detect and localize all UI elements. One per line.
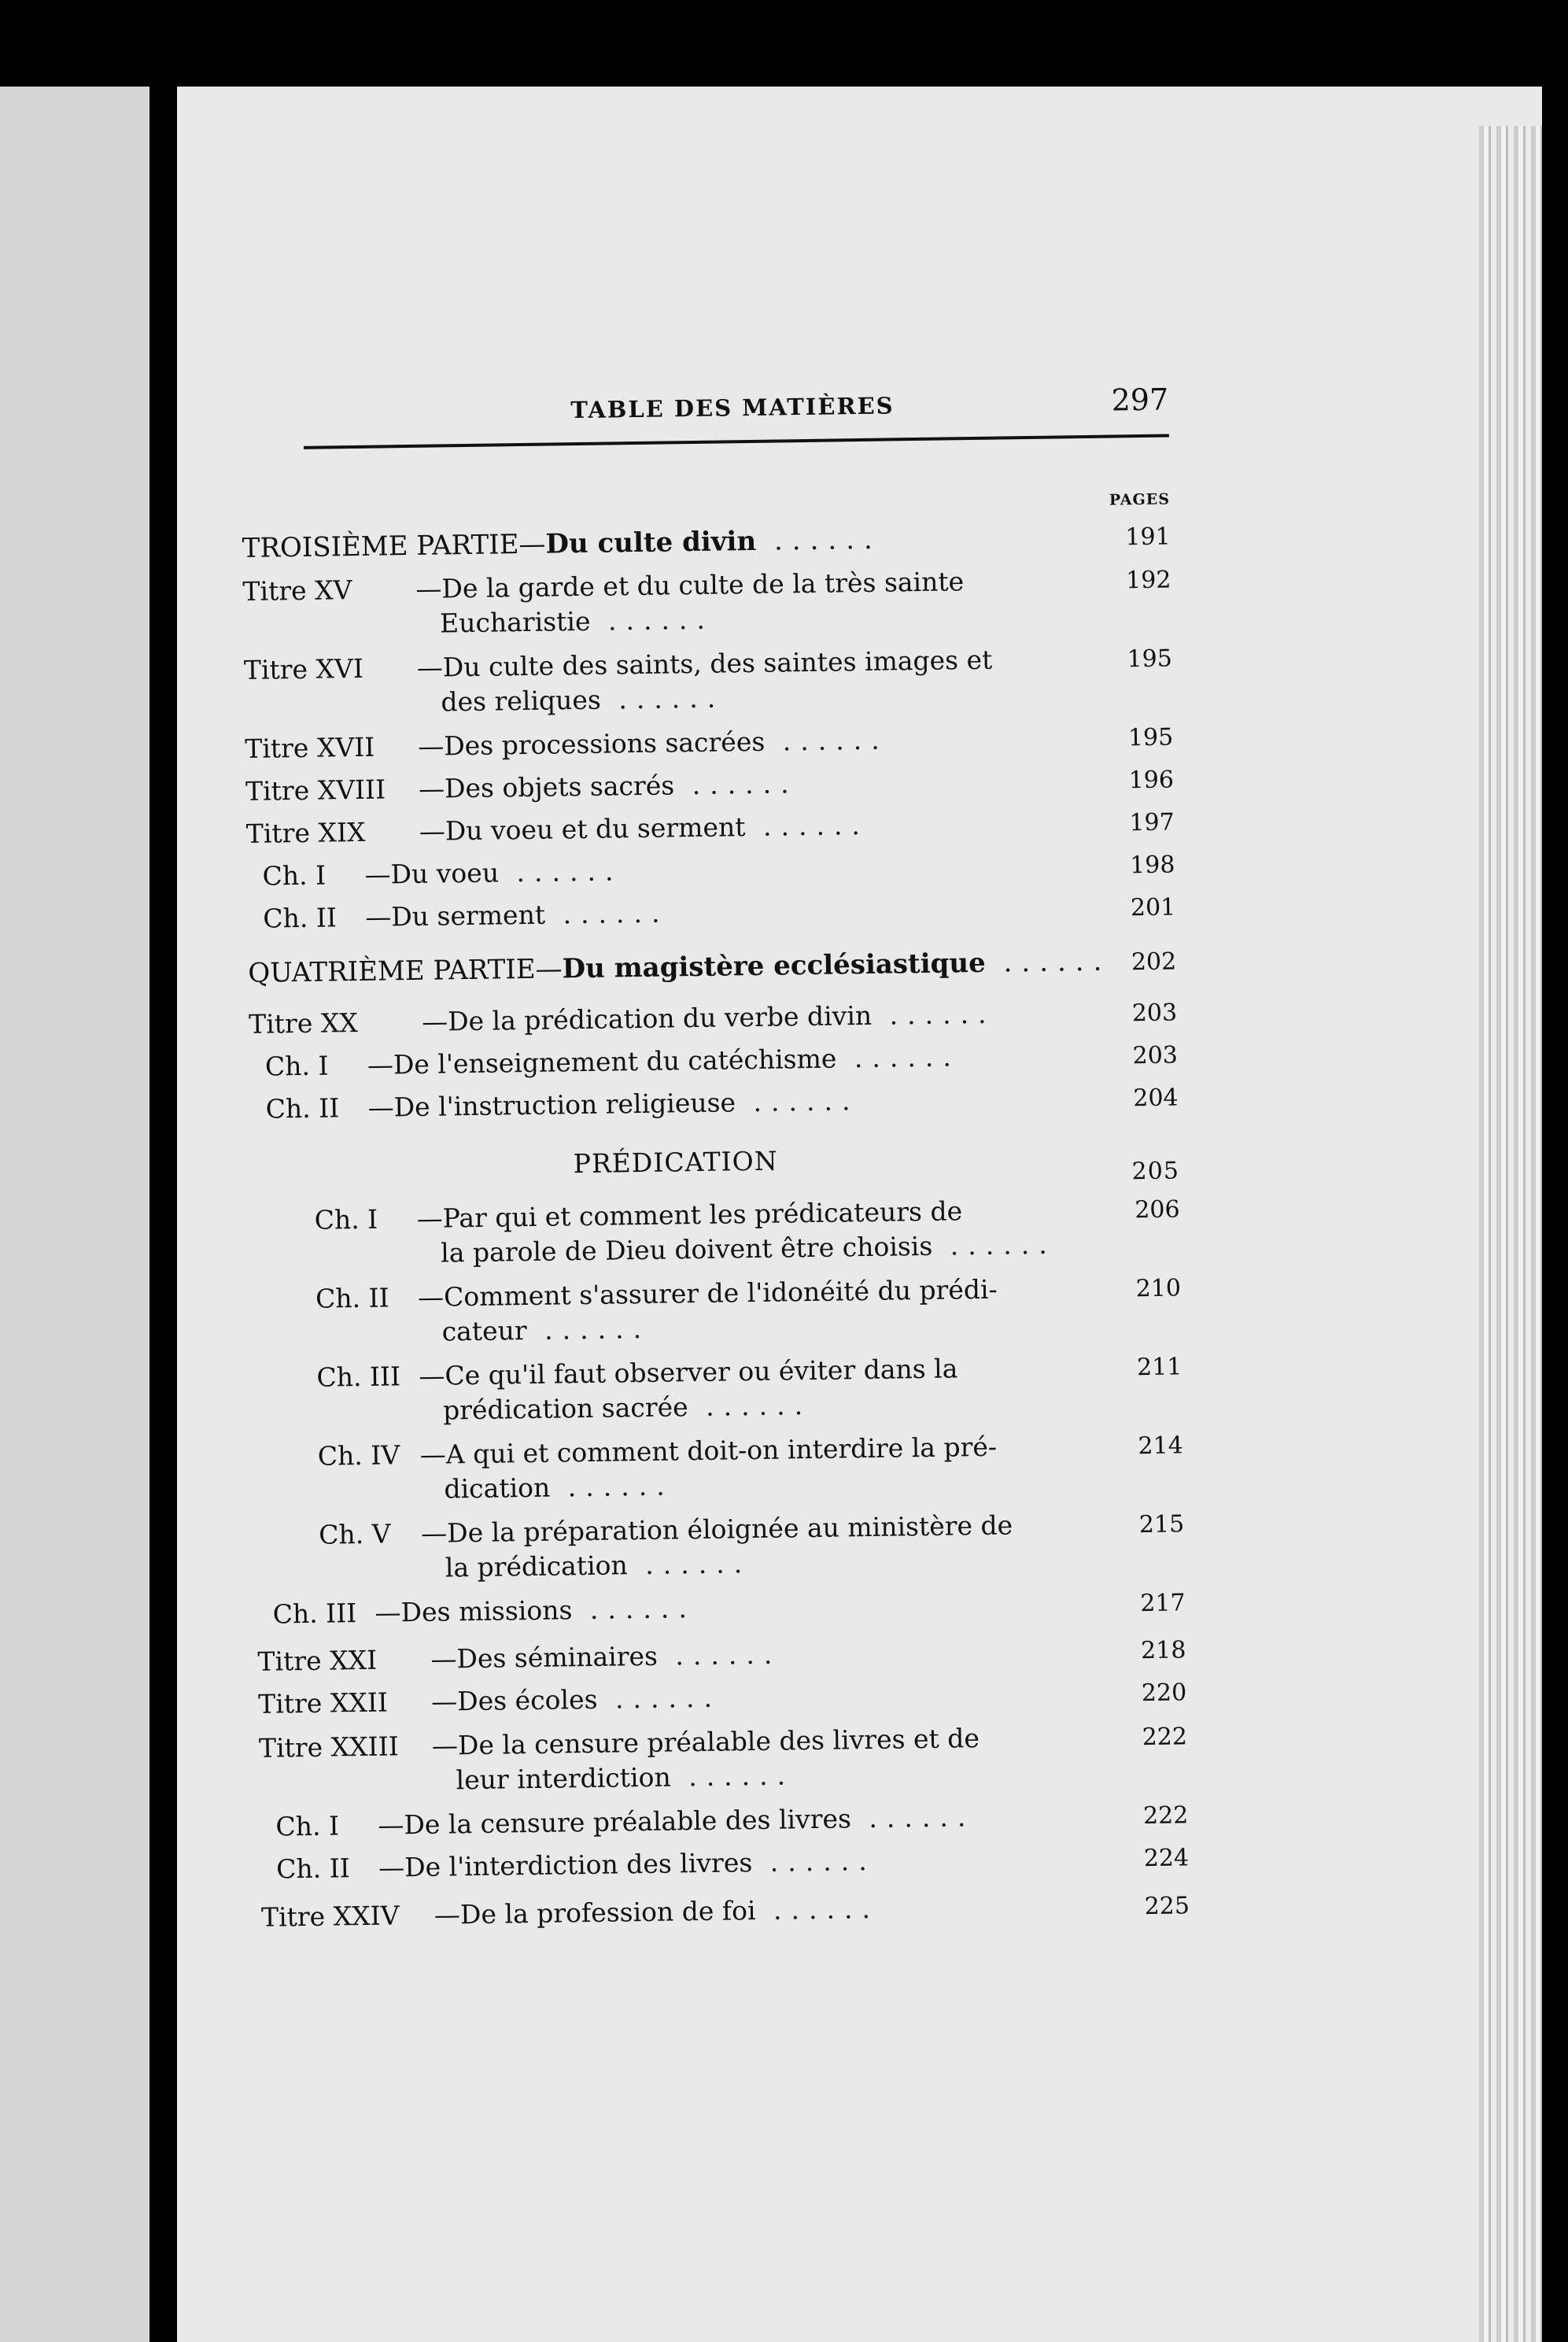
entry-title: —Ce qu'il faut observer ou éviter dans la — [419, 1353, 958, 1391]
leader-dots: ...... — [735, 1085, 860, 1118]
toc-entry-row — [315, 1269, 1182, 1350]
toc-entry-row — [259, 1718, 1188, 1800]
toc-entry-row — [319, 1505, 1185, 1587]
entry-label: Ch. II — [275, 1853, 351, 1885]
entry-label: Titre XXII — [257, 1686, 389, 1720]
page-ref: 205 — [1131, 1157, 1180, 1186]
entry-label: Titre XXIV — [260, 1900, 400, 1933]
entry-label: Ch. III — [316, 1361, 401, 1393]
page-ref: 222 — [1142, 1801, 1189, 1830]
leader-dots: ...... — [526, 1313, 651, 1346]
leader-dots: ...... — [498, 855, 623, 888]
entry-title: —De l'interdiction des livres — [378, 1847, 753, 1883]
page-ref: 206 — [1134, 1195, 1180, 1225]
leader-dots: ...... — [850, 1801, 976, 1834]
leader-dots: ...... — [549, 1470, 674, 1503]
leader-dots: ...... — [600, 682, 725, 715]
page-ref: 203 — [1132, 1041, 1179, 1070]
toc-entry-row — [244, 640, 1173, 722]
leader-dots: ...... — [755, 523, 883, 557]
entry-text — [421, 1506, 1138, 1586]
entry-label: Ch. I — [314, 1203, 378, 1236]
entry-label: Titre XVIII — [245, 774, 386, 807]
page-ref: 192 — [1125, 566, 1171, 595]
entry-title: —Comment s'assurer de l'idonéité du prédi- — [417, 1273, 998, 1313]
entry-label: Titre XV — [242, 574, 352, 607]
entry-label: Ch. I — [264, 1050, 329, 1082]
page-ref: 224 — [1143, 1844, 1190, 1873]
page-ref: 210 — [1135, 1274, 1182, 1303]
entry-label: Titre XXI — [257, 1644, 378, 1677]
entry-title-continued: cateur — [441, 1315, 527, 1347]
entry-title-continued: Eucharistie — [439, 605, 591, 639]
entry-title: —Par qui et comment les prédicateurs de — [416, 1195, 963, 1234]
section-heading: PRÉDICATION — [573, 1145, 778, 1180]
leader-dots: ...... — [932, 1228, 1057, 1262]
pages-column-label: PAGES — [1109, 490, 1171, 509]
entry-title: —Des séminaires — [430, 1640, 659, 1675]
entry-title: —De la profession de foi — [434, 1895, 756, 1930]
toc-entry-row — [314, 1191, 1180, 1272]
entry-text — [432, 1719, 1141, 1798]
entry-title: —Des processions sacrées — [418, 726, 766, 762]
entry-title: —Des écoles — [430, 1683, 598, 1717]
entry-label: Ch. II — [265, 1092, 340, 1125]
leader-dots: ...... — [627, 1548, 752, 1581]
entry-label: Ch. I — [262, 859, 327, 892]
part-label: QUATRIÈME PARTIE— — [248, 953, 563, 989]
part-title: Du magistère ecclésiastique — [562, 947, 987, 985]
entry-title: —De la prédication du verbe divin — [421, 999, 873, 1037]
entry-title-continued: des reliques — [441, 684, 602, 718]
page-ref: 204 — [1133, 1084, 1179, 1113]
entry-text — [418, 1270, 1134, 1350]
entry-title: —Des objets sacrés — [418, 770, 675, 804]
leader-dots: ...... — [670, 1760, 795, 1793]
leader-dots: ...... — [751, 1845, 876, 1878]
entry-title: —De l'enseignement du catéchisme — [367, 1043, 837, 1080]
entry-text — [416, 1191, 1133, 1271]
entry-title: —Du voeu et du serment — [419, 811, 746, 847]
page-number: 297 — [1111, 382, 1169, 418]
leader-dots: ...... — [985, 945, 1112, 979]
toc-entry-row — [242, 562, 1171, 644]
page-ref: 203 — [1131, 999, 1178, 1028]
entry-label: Titre XXIII — [258, 1731, 400, 1764]
entry-text — [415, 562, 1124, 641]
page-ref: 217 — [1140, 1589, 1186, 1618]
leader-dots: ...... — [657, 1638, 782, 1672]
entry-text — [419, 1349, 1135, 1428]
leader-dots: ...... — [590, 604, 715, 637]
entry-title: —A qui et comment doit-on interdire la pré- — [419, 1431, 998, 1470]
part-label: TROISIÈME PARTIE— — [242, 528, 546, 564]
entry-title: —Du culte des saints, des saintes images et — [416, 644, 993, 683]
page-ref: 218 — [1140, 1636, 1186, 1665]
leader-dots: ...... — [544, 897, 670, 930]
entry-title: —De l'instruction religieuse — [367, 1087, 736, 1123]
entry-title-continued: dication — [444, 1472, 551, 1505]
page-ref: 222 — [1142, 1723, 1188, 1752]
entry-title: —Du serment — [365, 899, 546, 933]
leader-dots: ...... — [597, 1682, 722, 1715]
entry-label: Titre XX — [248, 1007, 359, 1040]
page-ref: 202 — [1131, 948, 1177, 977]
entry-title-continued: la prédication — [445, 1550, 629, 1583]
entry-title: —De la préparation éloignée au ministère de — [420, 1509, 1013, 1549]
page-ref: 225 — [1144, 1892, 1190, 1921]
page-stack-edge — [1479, 126, 1542, 2342]
part-title: Du culte divin — [545, 525, 757, 560]
entry-title: —Du voeu — [364, 857, 500, 890]
page-ref: 191 — [1125, 523, 1171, 552]
entry-label: Ch. II — [263, 902, 338, 934]
page-ref: 215 — [1138, 1510, 1185, 1539]
entry-title-continued: la parole de Dieu doivent être choisis — [440, 1230, 933, 1269]
entry-label: Ch. III — [272, 1598, 357, 1630]
leader-dots: ...... — [871, 998, 996, 1031]
page-ref: 195 — [1127, 645, 1173, 674]
entry-label: Ch. I — [275, 1810, 340, 1842]
leader-dots: ...... — [673, 768, 799, 801]
entry-title: —Des missions — [374, 1594, 573, 1628]
page-ref: 211 — [1136, 1353, 1182, 1382]
entry-title: —De la censure préalable des livres et de — [431, 1723, 980, 1761]
page-ref: 197 — [1129, 808, 1175, 837]
page-ref: 201 — [1130, 893, 1176, 922]
page-ref: 195 — [1127, 723, 1174, 752]
page-ref: 214 — [1138, 1431, 1184, 1461]
entry-text — [420, 1428, 1137, 1507]
page-ref: 196 — [1128, 766, 1175, 795]
entry-label: Ch. IV — [317, 1439, 400, 1472]
entry-label: Ch. II — [315, 1282, 389, 1314]
entry-label: Titre XIX — [245, 816, 366, 849]
page-ref: 198 — [1129, 851, 1175, 880]
entry-title: —De la censure préalable des livres — [378, 1803, 852, 1841]
entry-title-continued: leur interdiction — [456, 1761, 671, 1796]
entry-title-continued: prédication sacrée — [442, 1391, 688, 1426]
entry-text — [417, 641, 1126, 720]
facing-page-edge — [0, 87, 149, 2342]
leader-dots: ...... — [755, 1893, 880, 1926]
entry-label: Titre XVI — [243, 652, 364, 685]
leader-dots: ...... — [572, 1593, 697, 1626]
toc-entry-row — [316, 1348, 1182, 1429]
running-title: TABLE DES MATIÈRES — [570, 392, 895, 424]
entry-label: Titre XVII — [245, 731, 375, 764]
leader-dots: ...... — [764, 724, 889, 757]
entry-title: —De la garde et du culte de la très sainte — [415, 566, 965, 604]
leader-dots: ...... — [836, 1041, 961, 1074]
leader-dots: ...... — [688, 1389, 813, 1423]
entry-label: Ch. V — [318, 1518, 391, 1550]
leader-dots: ...... — [745, 809, 870, 843]
toc-entry-row — [318, 1427, 1184, 1508]
page-ref: 220 — [1141, 1679, 1187, 1708]
